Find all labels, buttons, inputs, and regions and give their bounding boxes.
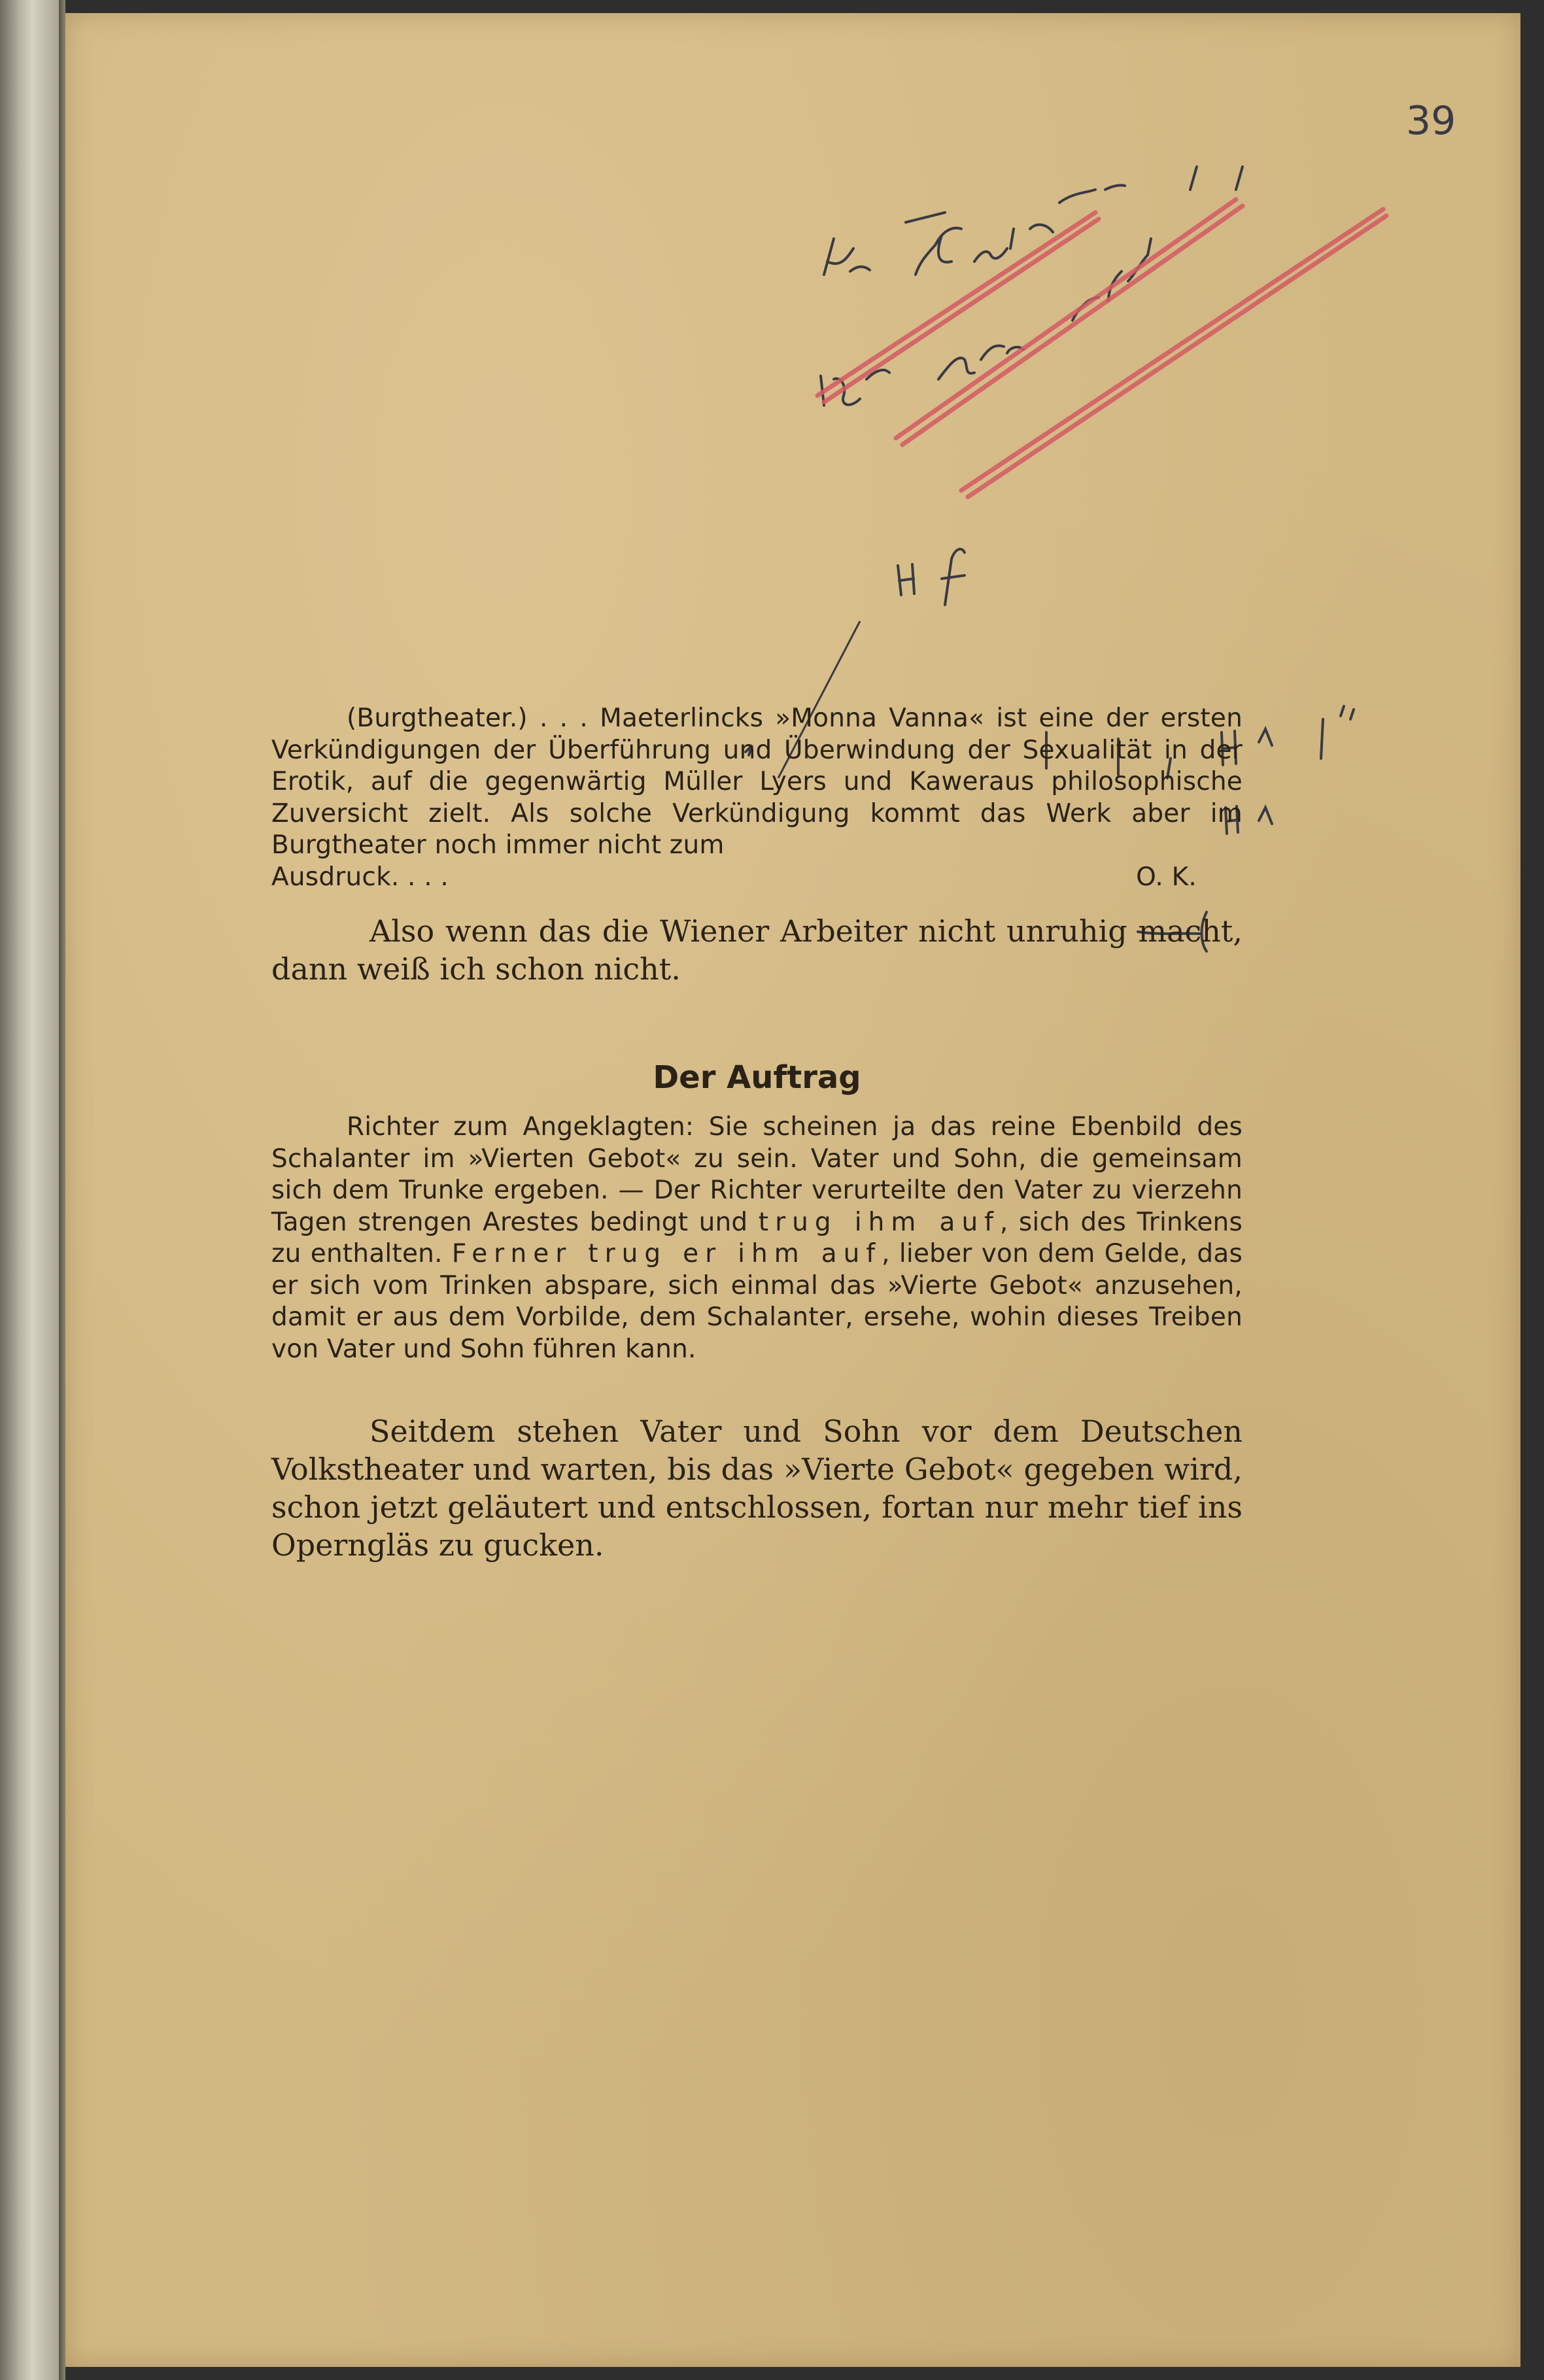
quote-part-2: , sich des Trinkens zu enthalten.	[271, 1207, 1243, 1268]
review-citation-end: Ausdruck. . . .	[271, 862, 449, 892]
page-number: 39	[1406, 98, 1456, 144]
article-closing	[271, 1412, 1243, 1564]
quote-spaced-2: Ferner trug er ihm auf	[451, 1239, 882, 1268]
pencil-scribble	[821, 167, 1243, 405]
binding-edge	[59, 0, 65, 2380]
article-quote	[271, 1112, 1243, 1365]
quote-part-1: Richter zum Angeklagten: Sie scheinen ja das reine Ebenbild des Schalanter im »Vierten Gebot« zu sein. Vater und Sohn, die gemeinsam sich dem Trunke ergeben. — Der Richter verurteilte den Vater zu vierzehn Tagen strengen Arestes bedingt und	[271, 1112, 1243, 1237]
article-title: Der Auftrag	[653, 1059, 861, 1096]
page	[65, 13, 1520, 2367]
article-closing-text: Seitdem stehen Vater und Sohn vor dem Deutschen Volkstheater und warten, bis das »Vierte Gebot« gegeben wird, schon jetzt geläutert und entschlossen, fortan nur mehr tief ins Operngläs zu gucken.	[271, 1414, 1243, 1563]
review-comment	[271, 912, 1243, 988]
review-comment-text: Also wenn das die Wiener Arbeiter nicht unruhig macht, dann weiß ich schon nicht.	[271, 913, 1243, 987]
review-quote	[271, 703, 1243, 893]
review-citation: (Burgtheater.) . . . Maeterlincks »Monna Vanna« ist eine der ersten Verkündigungen der Überführung und Überwindung der Sexualität in der Erotik, auf die gegenwärtig Müller Lyers und Kaweraus philosophische Zuversicht zielt. Als solche Verkündigung kommt das Werk aber im Burgtheater noch immer nicht zum	[271, 704, 1243, 860]
pencil-mark-h	[898, 549, 965, 605]
review-signature-line	[271, 862, 1243, 894]
quote-part-3: , lieber von dem Gelde, das er sich vom Trinken abspare, sich einmal das »Vierte Gebot« anzusehen, damit er aus dem Vorbilde, dem Schalanter, ersehe, wohin dieses Treiben von Vater und Sohn führen kann.	[271, 1239, 1243, 1364]
article-quote-text	[271, 1112, 1243, 1365]
quote-spaced-1: trug ihm auf	[758, 1207, 1000, 1237]
red-strike-lines	[817, 199, 1386, 497]
book-binding	[0, 0, 59, 2380]
review-signature: O. K.	[1136, 862, 1197, 892]
